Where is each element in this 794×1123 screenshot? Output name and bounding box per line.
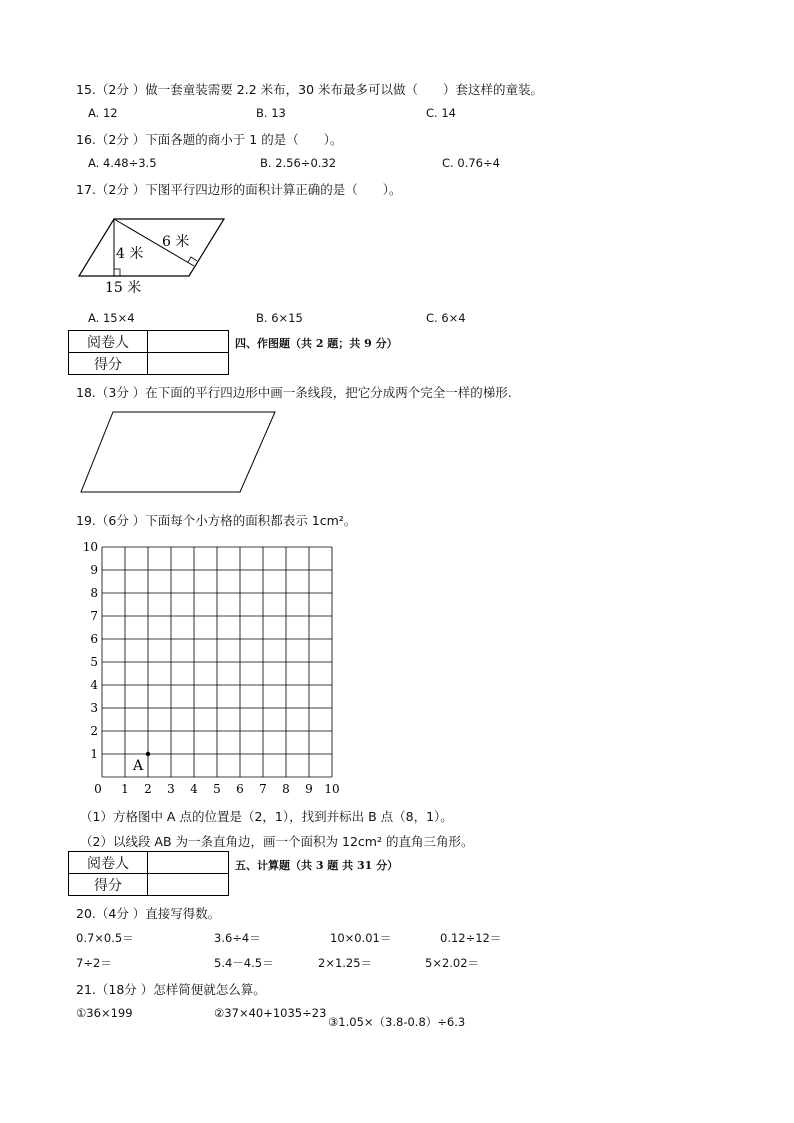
section4-score-box [68,330,229,375]
y-tick-label: 2 [90,724,98,738]
q15-option-c: C. 14 [426,106,456,120]
y-tick-label: 7 [90,609,98,623]
q19-coordinate-grid [80,535,350,797]
q15-stem: 15.（2分 ）做一套童装需要 2.2 米布，30 米布最多可以做（ ）套这样的童装。 [76,82,544,97]
section5-reviewer-label: 阅卷人 [69,852,148,874]
q17-option-b: B. 6×15 [256,311,303,325]
y-axis-ticks [83,540,99,761]
y-tick-label: 1 [90,747,98,761]
x-tick-label: 3 [167,782,175,796]
section4-title: 四、作图题（共 2 题；共 9 分） [235,337,398,350]
q17-stem: 17.（2分 ）下图平行四边形的面积计算正确的是（ ）。 [76,182,402,197]
y-tick-label: 8 [90,586,98,600]
q17-base-label: 15 米 [105,280,142,296]
y-tick-label: 6 [90,632,98,646]
q17-side-label: 6 米 [162,234,190,250]
q18-parallelogram [78,410,278,495]
q20-item-1: 0.7×0.5＝ [76,931,134,945]
q16-stem: 16.（2分 ）下面各题的商小于 1 的是（ ）。 [76,132,343,147]
x-tick-label: 4 [190,782,198,796]
x-tick-label: 2 [144,782,152,796]
x-tick-label: 7 [259,782,267,796]
q21-item-3: ③1.05×（3.8-0.8）÷6.3 [328,1015,466,1029]
q17-option-c: C. 6×4 [426,311,466,325]
section4-reviewer-label: 阅卷人 [69,331,148,353]
q17-option-a: A. 15×4 [88,311,135,325]
q20-item-2: 3.6÷4＝ [214,931,261,945]
q21-stem: 21.（18分 ）怎样简便就怎么算。 [76,982,266,997]
grid-lines [102,547,332,777]
q21-item-2: ②37×40+1035÷23 [214,1006,327,1020]
section5-score-label: 得分 [69,874,148,896]
q20-item-5: 7÷2＝ [76,956,112,970]
q19-stem: 19.（6分 ）下面每个小方格的面积都表示 1cm²。 [76,513,357,528]
x-tick-label: 9 [305,782,313,796]
x-axis-ticks [94,782,339,796]
q21-item-1: ①36×199 [76,1006,133,1020]
y-tick-label: 4 [90,678,98,692]
q20-item-4: 0.12÷12＝ [440,931,502,945]
x-tick-label: 10 [324,782,340,796]
section5-score-box [68,851,229,896]
q16-option-a: A. 4.48÷3.5 [88,156,157,170]
q16-option-b: B. 2.56÷0.32 [260,156,337,170]
section5-reviewer-cell[interactable] [148,852,229,874]
section5-title: 五、计算题（共 3 题 共 31 分） [235,859,399,872]
q16-option-c: C. 0.76÷4 [442,156,500,170]
q20-stem: 20.（4分 ）直接写得数。 [76,906,221,921]
x-tick-label: 0 [94,782,102,796]
point-a-label: A [133,758,144,774]
q17-height-label: 4 米 [116,246,144,262]
section4-reviewer-cell[interactable] [148,331,229,353]
q15-option-a: A. 12 [88,106,118,120]
section5-score-cell[interactable] [148,874,229,896]
q19-sub2: （2）以线段 AB 为一条直角边，画一个面积为 12cm² 的直角三角形。 [80,834,474,849]
q20-item-8: 5×2.02＝ [425,956,480,970]
y-tick-label: 9 [90,563,98,577]
q20-item-7: 2×1.25＝ [318,956,373,970]
section4-score-cell[interactable] [148,353,229,375]
x-tick-label: 5 [213,782,221,796]
q19-sub1: （1）方格图中 A 点的位置是（2，1），找到并标出 B 点（8，1）。 [80,809,453,824]
q18-stem: 18.（3分 ）在下面的平行四边形中画一条线段，把它分成两个完全一样的梯形. [76,385,512,400]
section4-score-label: 得分 [69,353,148,375]
point-a-marker [146,752,150,756]
y-tick-label: 3 [90,701,98,715]
q20-item-3: 10×0.01＝ [330,931,392,945]
x-tick-label: 8 [282,782,290,796]
x-tick-label: 1 [121,782,129,796]
x-tick-label: 6 [236,782,244,796]
q15-option-b: B. 13 [256,106,286,120]
q17-parallelogram-figure [70,210,240,300]
y-tick-label: 10 [82,540,98,554]
q20-item-6: 5.4－4.5＝ [214,956,274,970]
y-tick-label: 5 [90,655,98,669]
